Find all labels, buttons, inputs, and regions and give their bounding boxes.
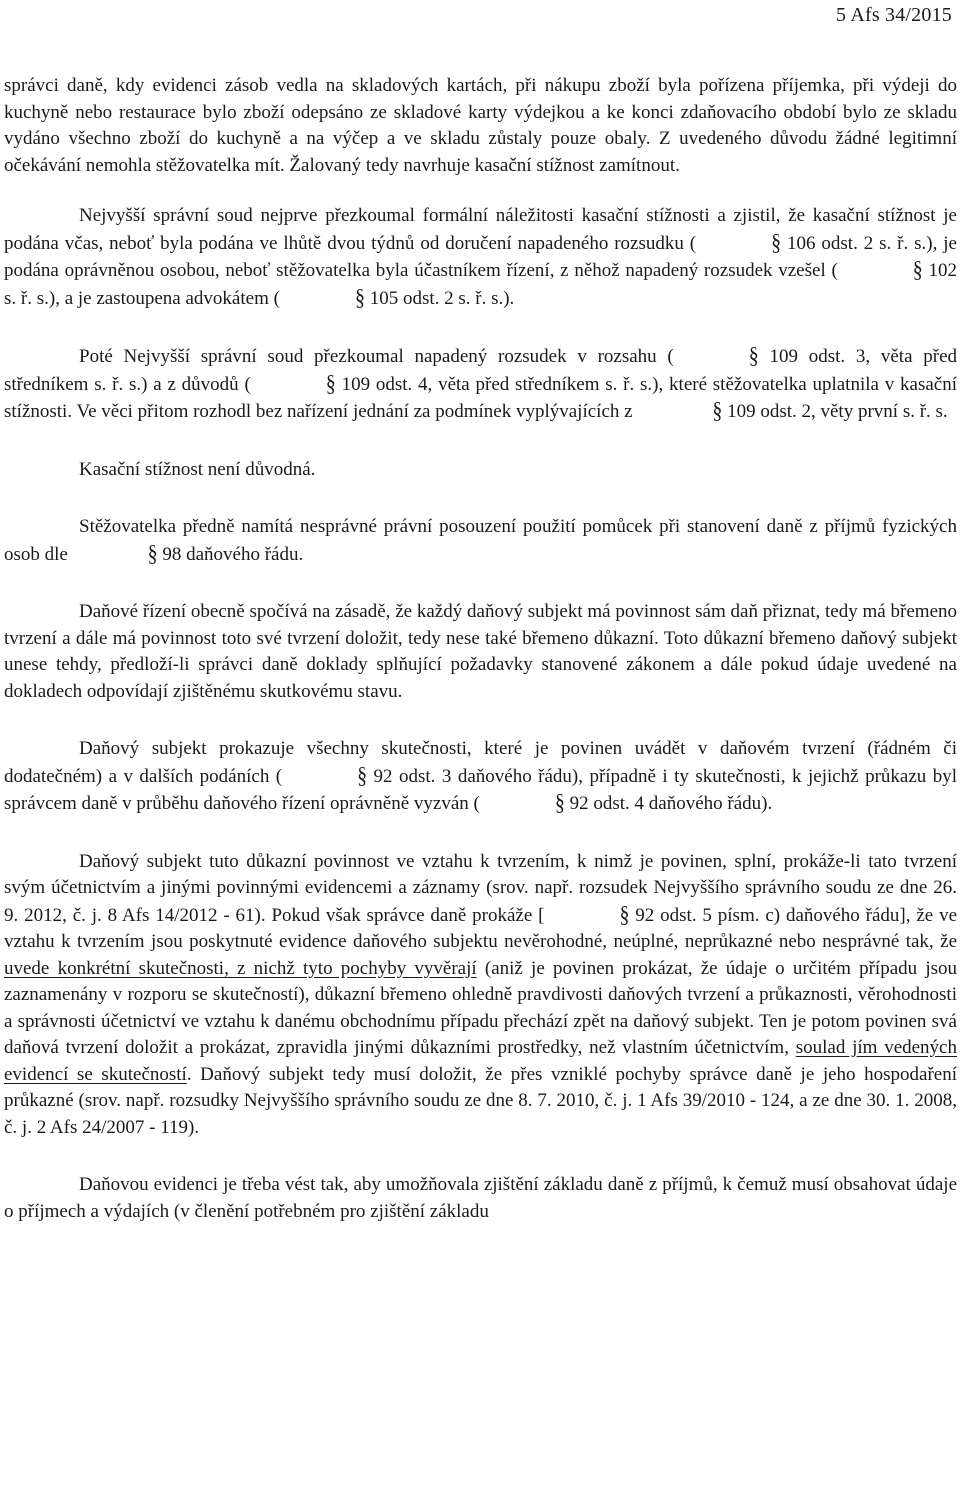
text-run: 102 s. ř. s.), a je zastoupena advokátem ( [4, 260, 957, 309]
text-run: 109 odst. 4, věta před středníkem s. ř. s.), které stěžovatelka uplatnila v kasační stížnosti. Ve věci přitom rozhodl bez nařízení jednání za podmínek vyplývajících z [4, 373, 957, 422]
paragraph-complaint [4, 514, 957, 568]
text-run: 92 odst. 4 daňového řádu). [564, 793, 773, 814]
section-sign-icon: § [748, 343, 759, 369]
text-run: Stěžovatelka předně namítá nesprávné právní posouzení použití pomůcek při stanovení daně z příjmů fyzických osob dle [4, 516, 957, 565]
paragraph-tax-principle: Daňové řízení obecně spočívá na zásadě, že každý daňový subjekt má povinnost sám daň přiznat, tedy má břemeno tvrzení a dále má povinnost toto své tvrzení doložit, tedy nese také břemeno důkazní. Toto důkazní břemeno daňový subjekt unese tehdy, předloží-li správci daně doklady splňující požadavky stanovené zákonem a dále pokud údaje uvedené na dokladech odpovídají zjištěnému skutkovému stavu. [4, 601, 957, 702]
text-run: Daňový subjekt tuto důkazní povinnost ve vztahu k tvrzením, k nimž je povinen, splní, prokáže-li tato tvrzení svým účetnictvím a jinými povinnými evidencemi a záznamy (srov. např. rozsudek Nejvyššího správního soudu ze dne 26. 9. 2012, č. j. 8 Afs 14/2012 - 61). Pokud však správce daně prokáže [ [4, 850, 957, 926]
section-sign-icon: § [354, 284, 365, 311]
text-run: . Daňový subjekt tedy musí doložit, že přes vzniklé pochyby správce daně je jeho hospodaření průkazné (srov. např. rozsudky Nejvyššího správního soudu ze dne 8. 7. 2010, č. j. 1 Afs 39/2010 - 124, a ze dne 30. 1. 2008, č. j. 2 Afs 24/2007 - 119). [4, 1063, 957, 1138]
section-sign-icon: § [912, 257, 923, 283]
text-run: 92 odst. 5 písm. c) daňového řádu], že ve vztahu k tvrzením jsou poskytnuté evidence daňového subjektu nevěrohodné, neúplné, neprůkazné nebo nesprávné tak, že [4, 904, 958, 952]
paragraph-verdict: Kasační stížnost není důvodná. [79, 458, 316, 480]
text-run: Daňový subjekt prokazuje všechny skutečnosti, které je povinen uvádět v daňovém tvrzení (řádném či dodatečném) a v dalších podáních ( [4, 738, 957, 787]
underlined-text: uvede konkrétní skutečnosti, z nichž tyto pochyby vyvěrají [4, 957, 477, 979]
paragraph-formal-review [4, 203, 957, 312]
section-sign-icon: § [325, 370, 336, 397]
text-run: 98 daňového řádu. [157, 543, 304, 565]
text-run: 106 odst. 2 s. ř. s.), je podána oprávněnou osobou, neboť stěžovatelka byla účastníkem řízení, z něhož napadený rozsudek vzešel ( [4, 232, 957, 281]
paragraph-burden-shift [4, 849, 957, 1142]
section-sign-icon: § [357, 762, 368, 789]
paragraph-tax-records: Daňovou evidenci je třeba vést tak, aby umožňovala zjištění základu daně z příjmů, k čemuž musí obsahovat údaje o příjmech a výdajích (v členění potřebném pro zjištění základu [4, 1174, 957, 1222]
paragraph-scope-review [4, 343, 957, 426]
section-sign-icon: § [147, 540, 158, 567]
text-run: 105 odst. 2 s. ř. s.). [364, 287, 515, 309]
document-body [4, 73, 957, 1225]
text-run: 109 odst. 2, věty první s. ř. s. [722, 401, 948, 422]
case-number-header: 5 Afs 34/2015 [836, 4, 952, 26]
section-sign-icon: § [554, 790, 565, 816]
section-sign-icon: § [771, 229, 782, 256]
underlined-text: soulad jím vedených evidencí se skutečností [4, 1037, 957, 1085]
text-run: (aniž je povinen prokázat, že údaje o určitém případu jsou zaznamenány v rozporu se skutečností), důkazní břemeno ohledně pravdivosti daňových tvrzení a průkaznosti, věrohodnosti a správnosti účetnictví ve vztahu k danému obchodnímu případu přechází zpět na daňový subjekt. Ten je potom povinen svá daňová tvrzení doložit a prokázat, zpravidla jinými důkazními prostředky, než vlastním účetnictvím, [4, 957, 957, 1058]
text-run: Nejvyšší správní soud nejprve přezkoumal formální náležitosti kasační stížnosti a zjistil, že kasační stížnost je podána včas, neboť byla podána ve lhůtě dvou týdnů od doručení napadeného rozsudku ( [4, 205, 957, 254]
text-run: 92 odst. 3 daňového řádu), případně i ty skutečnosti, k jejichž průkazu byl správcem daně v průběhu daňového řízení oprávněně vyzván ( [4, 765, 957, 814]
text-run: Poté Nejvyšší správní soud přezkoumal napadený rozsudek v rozsahu ( [79, 346, 674, 367]
paragraph-defendant-response: správci daně, kdy evidenci zásob vedla na skladových kartách, při nákupu zboží byla pořízena příjemka, při výdeji do kuchyně nebo restaurace bylo zboží odepsáno ze skladové karty výdejkou a ke konci zdaňovacího období bylo ze skladu vydáno všechno zboží do kuchyně a na výčep a ve skladu zůstaly pouze obaly. Z uvedeného důvodu žádné legitimní očekávání nemohla stěžovatelka mít. Žalovaný tedy navrhuje kasační stížnost zamítnout. [4, 75, 957, 176]
section-sign-icon: § [712, 398, 723, 424]
paragraph-proof-duty [4, 736, 957, 818]
text-run: 109 odst. 3, věta před středníkem s. ř. s.) a z důvodů ( [4, 346, 958, 395]
section-sign-icon: § [619, 901, 630, 928]
